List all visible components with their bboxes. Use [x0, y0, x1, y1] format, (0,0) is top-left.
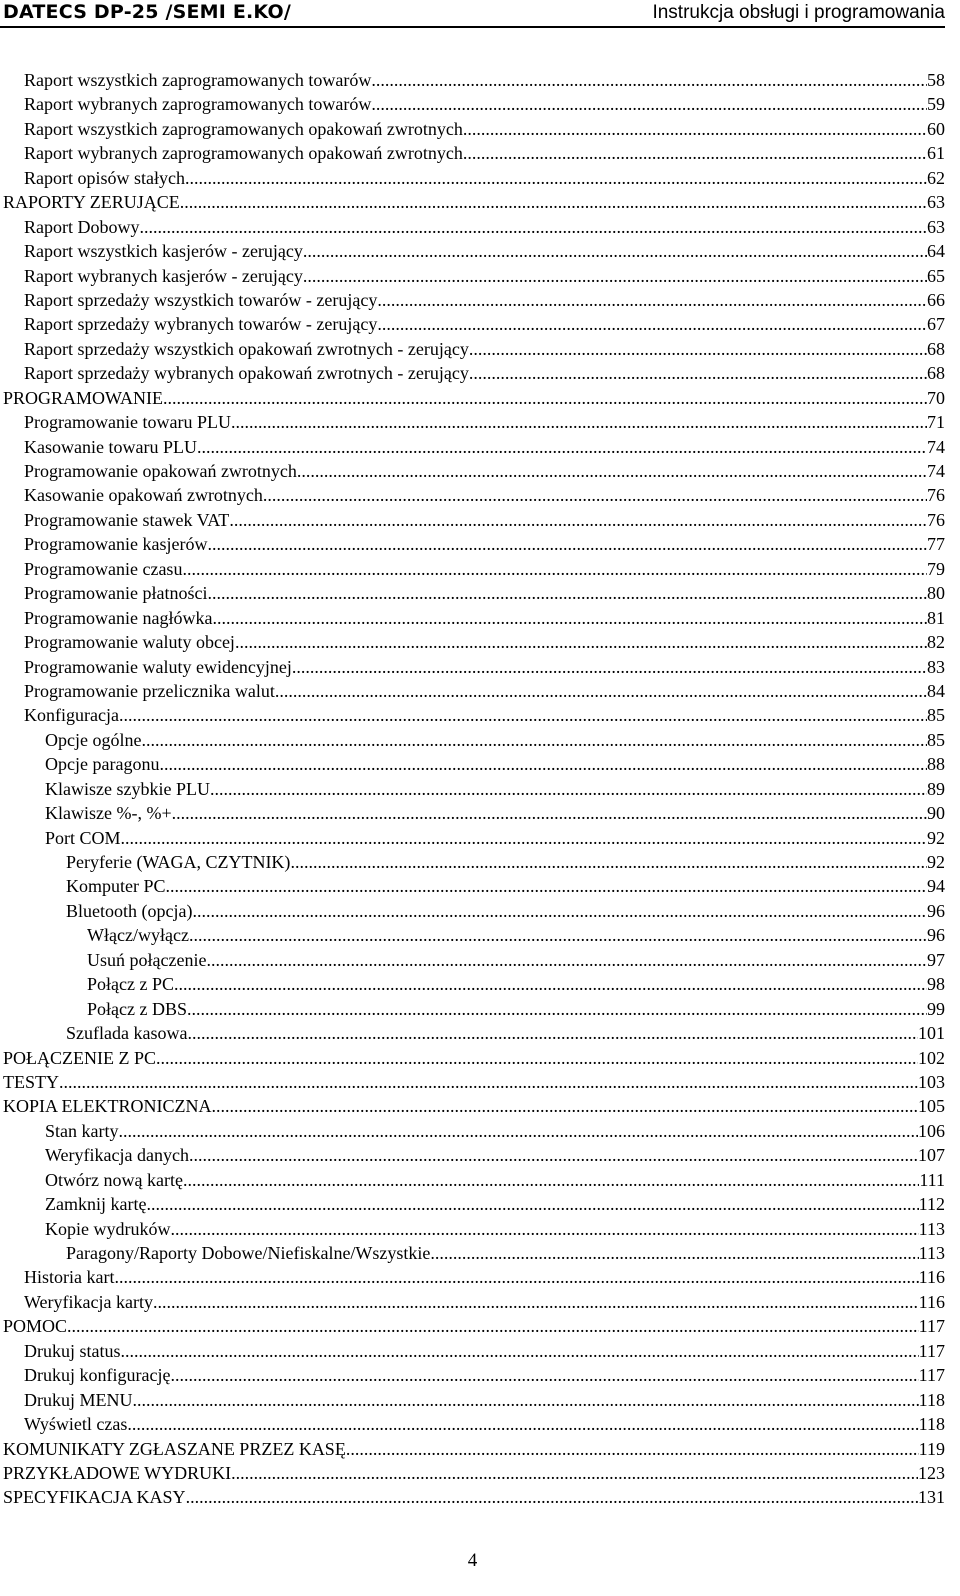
toc-entry[interactable] — [0, 483, 945, 507]
toc-entry-page: 65 — [927, 265, 945, 286]
toc-entry-title: Szuflada kasowa — [66, 1023, 188, 1044]
toc-entry[interactable] — [0, 1168, 945, 1192]
table-of-contents — [0, 68, 945, 1510]
toc-dot-leader — [156, 1046, 918, 1070]
toc-dot-leader — [185, 166, 927, 190]
toc-entry-title: Raport opisów stałych — [24, 167, 185, 188]
toc-entry[interactable] — [0, 117, 945, 141]
toc-entry[interactable] — [0, 1192, 945, 1216]
toc-entry[interactable] — [0, 850, 945, 874]
toc-dot-leader — [59, 1070, 918, 1094]
toc-entry-title: PROGRAMOWANIE — [3, 387, 164, 408]
toc-dot-leader — [187, 997, 927, 1021]
toc-dot-leader — [140, 215, 928, 239]
toc-entry-page: 85 — [927, 729, 945, 750]
toc-entry[interactable] — [0, 1437, 945, 1461]
toc-entry[interactable] — [0, 655, 945, 679]
toc-entry-title: Programowanie towaru PLU — [24, 412, 231, 433]
toc-entry[interactable] — [0, 1314, 945, 1338]
toc-dot-leader — [172, 801, 927, 825]
toc-entry[interactable] — [0, 899, 945, 923]
toc-entry[interactable] — [0, 923, 945, 947]
toc-entry[interactable] — [0, 459, 945, 483]
toc-entry-page: 116 — [918, 1291, 945, 1312]
toc-entry-title: Opcje paragonu — [45, 754, 160, 775]
toc-entry-page: 85 — [927, 705, 945, 726]
toc-dot-leader — [469, 361, 927, 385]
toc-entry-title: Wyświetl czas — [24, 1414, 128, 1435]
toc-dot-leader — [463, 117, 927, 141]
toc-dot-leader — [275, 679, 927, 703]
toc-entry-title: Komputer PC — [66, 876, 166, 897]
toc-entry-title: Weryfikacja karty — [24, 1291, 153, 1312]
toc-entry-page: 77 — [927, 534, 945, 555]
toc-entry-page: 63 — [927, 216, 945, 237]
toc-entry-page: 101 — [918, 1023, 945, 1044]
toc-entry[interactable] — [0, 337, 945, 361]
toc-entry-page: 117 — [918, 1316, 945, 1337]
toc-entry[interactable] — [0, 532, 945, 556]
toc-entry-page: 112 — [918, 1194, 945, 1215]
toc-dot-leader — [153, 1290, 919, 1314]
toc-dot-leader — [170, 1363, 918, 1387]
toc-dot-leader — [166, 874, 927, 898]
toc-dot-leader — [187, 1021, 918, 1045]
toc-entry-title: Raport Dobowy — [24, 216, 140, 237]
toc-entry-page: 60 — [927, 118, 945, 139]
toc-entry[interactable] — [0, 997, 945, 1021]
toc-entry[interactable] — [0, 1388, 945, 1412]
toc-entry-title: Stan karty — [45, 1120, 119, 1141]
toc-entry[interactable] — [0, 264, 945, 288]
toc-dot-leader — [469, 337, 927, 361]
toc-entry-title: Raport sprzedaży wszystkich opakowań zwrotnych - zerujący — [24, 338, 469, 359]
toc-entry-title: KOPIA ELEKTRONICZNA — [3, 1096, 212, 1117]
toc-entry-page: 84 — [927, 680, 945, 701]
toc-entry-page: 102 — [918, 1047, 945, 1068]
toc-entry-page: 68 — [927, 363, 945, 384]
toc-entry-page: 118 — [918, 1389, 945, 1410]
toc-entry-page: 76 — [927, 485, 945, 506]
toc-entry[interactable] — [0, 581, 945, 605]
toc-entry-page: 92 — [927, 827, 945, 848]
toc-entry-title: Peryferie (WAGA, CZYTNIK) — [66, 852, 291, 872]
toc-entry-title: Historia kart — [24, 1267, 115, 1288]
toc-entry-page: 117 — [918, 1365, 945, 1386]
toc-entry-page: 61 — [927, 143, 945, 164]
toc-entry[interactable] — [0, 1290, 945, 1314]
toc-entry-page: 74 — [927, 461, 945, 481]
toc-entry-page: 123 — [918, 1462, 945, 1483]
toc-entry-title: Raport wszystkich kasjerów - zerujący — [24, 241, 303, 262]
toc-dot-leader — [146, 1192, 918, 1216]
toc-dot-leader — [119, 1119, 919, 1143]
toc-entry-page: 106 — [918, 1120, 945, 1141]
toc-entry[interactable] — [0, 630, 945, 654]
toc-entry-title: Klawisze szybkie PLU — [45, 778, 210, 799]
toc-entry[interactable] — [0, 361, 945, 385]
toc-entry[interactable] — [0, 1241, 945, 1265]
toc-entry[interactable] — [0, 948, 945, 972]
toc-entry-page: 90 — [927, 803, 945, 824]
header-product-title: DATECS DP-25 /SEMI E.KO/ — [3, 1, 291, 23]
toc-entry-page: 68 — [927, 338, 945, 359]
toc-entry-title: Programowanie waluty ewidencyjnej — [24, 656, 292, 677]
toc-entry-title: Raport wybranych zaprogramowanych towarów — [24, 94, 372, 115]
toc-entry[interactable] — [0, 288, 945, 312]
toc-entry[interactable] — [0, 239, 945, 263]
header-document-title: Instrukcja obsługi i programowania — [652, 2, 945, 23]
toc-entry-page: 117 — [918, 1340, 945, 1361]
toc-dot-leader — [207, 581, 927, 605]
toc-entry-page: 70 — [927, 387, 945, 408]
toc-dot-leader — [170, 1217, 918, 1241]
toc-entry[interactable] — [0, 801, 945, 825]
toc-entry-title: Programowanie opakowań zwrotnych — [24, 461, 297, 481]
toc-entry-page: 74 — [927, 436, 945, 457]
toc-entry-page: 59 — [927, 94, 945, 115]
toc-entry-title: Weryfikacja danych — [45, 1145, 189, 1166]
toc-entry[interactable] — [0, 1143, 945, 1167]
toc-entry-title: Programowanie przelicznika walut — [24, 680, 275, 701]
toc-entry-title: Raport sprzedaży wybranych towarów - zerujący — [24, 314, 378, 335]
toc-entry[interactable] — [0, 1461, 945, 1485]
toc-entry-title: SPECYFIKACJA KASY — [3, 1487, 186, 1508]
toc-entry[interactable] — [0, 410, 945, 434]
toc-dot-leader — [186, 1485, 918, 1509]
toc-dot-leader — [183, 1168, 919, 1192]
toc-entry[interactable] — [0, 1363, 945, 1387]
toc-entry-page: 98 — [927, 974, 945, 995]
toc-entry-title: RAPORTY ZERUJĄCE — [3, 192, 180, 213]
toc-entry[interactable] — [0, 557, 945, 581]
toc-entry-page: 83 — [927, 656, 945, 677]
toc-entry-title: TESTY — [3, 1071, 59, 1092]
toc-entry-title: Programowanie stawek VAT — [24, 509, 230, 530]
toc-entry-title: Port COM — [45, 827, 121, 848]
toc-entry-page: 66 — [927, 289, 945, 310]
toc-entry[interactable] — [0, 606, 945, 630]
toc-entry-title: Konfiguracja — [24, 705, 119, 726]
toc-entry-title: Opcje ogólne — [45, 729, 142, 750]
toc-dot-leader — [133, 1388, 919, 1412]
toc-entry[interactable] — [0, 777, 945, 801]
toc-entry-title: Usuń połączenie — [87, 949, 207, 970]
toc-entry-page: 76 — [927, 509, 945, 530]
toc-dot-leader — [189, 1143, 918, 1167]
toc-entry-page: 105 — [918, 1096, 945, 1117]
toc-dot-leader — [377, 312, 927, 336]
toc-entry-page: 113 — [918, 1218, 945, 1239]
toc-dot-leader — [235, 630, 927, 654]
toc-entry-page: 96 — [927, 925, 945, 946]
toc-entry-page: 99 — [927, 998, 945, 1019]
toc-entry-page: 67 — [927, 314, 945, 335]
toc-entry-title: Otwórz nową kartę — [45, 1169, 183, 1190]
toc-entry[interactable] — [0, 92, 945, 116]
toc-dot-leader — [371, 68, 927, 92]
toc-entry-page: 94 — [927, 876, 945, 897]
toc-entry[interactable] — [0, 1094, 945, 1118]
toc-entry-page: 89 — [927, 778, 945, 799]
toc-dot-leader — [297, 459, 927, 483]
toc-entry[interactable] — [0, 826, 945, 850]
toc-entry[interactable] — [0, 1217, 945, 1241]
toc-entry-page: 97 — [927, 949, 945, 970]
toc-dot-leader — [212, 606, 927, 630]
toc-entry-title: Drukuj status — [24, 1340, 121, 1361]
toc-entry-page: 88 — [927, 754, 945, 775]
toc-dot-leader — [159, 752, 927, 776]
toc-entry-title: KOMUNIKATY ZGŁASZANE PRZEZ KASĘ — [3, 1438, 346, 1459]
toc-dot-leader — [229, 508, 927, 532]
toc-entry[interactable] — [0, 215, 945, 239]
toc-entry-title: Drukuj MENU — [24, 1389, 133, 1410]
toc-entry-title: Włącz/wyłącz — [87, 925, 189, 946]
toc-entry-title: Raport wybranych kasjerów - zerujący — [24, 265, 303, 286]
toc-dot-leader — [119, 703, 927, 727]
toc-dot-leader — [127, 1412, 918, 1436]
toc-entry-title: Paragony/Raporty Dobowe/Niefiskalne/Wszystkie — [66, 1243, 431, 1263]
toc-entry-page: 58 — [927, 70, 945, 90]
toc-entry[interactable] — [0, 435, 945, 459]
toc-dot-leader — [231, 1461, 918, 1485]
toc-dot-leader — [463, 141, 927, 165]
toc-entry-title: Programowanie nagłówka — [24, 607, 213, 628]
toc-entry-title: Raport wszystkich zaprogramowanych towarów — [24, 70, 372, 90]
toc-dot-leader — [212, 1094, 919, 1118]
toc-entry[interactable] — [0, 1046, 945, 1070]
toc-entry-title: Programowanie waluty obcej — [24, 632, 235, 653]
page-number: 4 — [467, 1550, 478, 1571]
toc-entry[interactable] — [0, 1119, 945, 1143]
toc-entry-title: Klawisze %-, %+ — [45, 803, 172, 824]
toc-entry[interactable] — [0, 1412, 945, 1436]
toc-entry[interactable] — [0, 972, 945, 996]
toc-entry[interactable] — [0, 508, 945, 532]
toc-entry-title: Kopie wydruków — [45, 1218, 171, 1239]
toc-entry-page: 116 — [918, 1267, 945, 1288]
toc-entry-title: Kasowanie towaru PLU — [24, 436, 197, 457]
toc-entry-title: Programowanie płatności — [24, 583, 208, 604]
toc-entry[interactable] — [0, 1070, 945, 1094]
toc-entry[interactable] — [0, 1485, 945, 1509]
toc-dot-leader — [206, 948, 927, 972]
toc-dot-leader — [67, 1314, 919, 1338]
toc-entry-page: 63 — [927, 192, 945, 213]
toc-dot-leader — [210, 777, 927, 801]
toc-entry-page: 62 — [927, 167, 945, 188]
toc-dot-leader — [231, 410, 927, 434]
toc-entry-title: Kasowanie opakowań zwrotnych — [24, 485, 263, 506]
toc-entry-page: 96 — [927, 900, 945, 921]
toc-entry[interactable] — [0, 312, 945, 336]
toc-dot-leader — [346, 1437, 919, 1461]
toc-entry-page: 103 — [918, 1071, 945, 1092]
toc-entry[interactable] — [0, 141, 945, 165]
toc-dot-leader — [303, 239, 927, 263]
toc-entry-title: Drukuj konfigurację — [24, 1365, 171, 1386]
toc-entry-title: Bluetooth (opcja) — [66, 900, 193, 921]
toc-entry[interactable] — [0, 166, 945, 190]
toc-dot-leader — [371, 92, 927, 116]
toc-dot-leader — [207, 532, 927, 556]
toc-dot-leader — [290, 850, 927, 874]
toc-entry-title: POŁĄCZENIE Z PC — [3, 1047, 156, 1068]
toc-dot-leader — [263, 483, 927, 507]
toc-entry-title: Raport wybranych zaprogramowanych opakowań zwrotnych — [24, 143, 463, 164]
toc-dot-leader — [163, 386, 927, 410]
toc-entry[interactable] — [0, 68, 945, 92]
toc-entry-title: Programowanie czasu — [24, 558, 183, 579]
toc-dot-leader — [182, 557, 927, 581]
toc-entry[interactable] — [0, 752, 945, 776]
toc-entry-page: 82 — [927, 632, 945, 653]
toc-dot-leader — [292, 655, 927, 679]
toc-dot-leader — [174, 972, 927, 996]
page-header — [0, 0, 945, 28]
toc-entry[interactable] — [0, 1021, 945, 1045]
toc-entry-page: 64 — [927, 241, 945, 262]
toc-dot-leader — [121, 826, 927, 850]
toc-dot-leader — [114, 1265, 918, 1289]
toc-entry-title: PRZYKŁADOWE WYDRUKI — [3, 1462, 232, 1483]
toc-entry[interactable] — [0, 190, 945, 214]
toc-entry-page: 81 — [927, 607, 945, 628]
toc-entry-page: 71 — [927, 412, 945, 433]
toc-dot-leader — [180, 190, 927, 214]
toc-entry[interactable] — [0, 1265, 945, 1289]
toc-dot-leader — [141, 728, 927, 752]
toc-entry-title: Programowanie kasjerów — [24, 534, 208, 555]
toc-entry-title: Połącz z PC — [87, 974, 174, 995]
toc-entry[interactable] — [0, 728, 945, 752]
toc-dot-leader — [430, 1241, 918, 1265]
toc-entry-title: Raport sprzedaży wybranych opakowań zwrotnych - zerujący — [24, 363, 469, 384]
toc-entry-title: Zamknij kartę — [45, 1194, 147, 1215]
toc-entry-page: 118 — [918, 1414, 945, 1435]
toc-entry-page: 79 — [927, 558, 945, 579]
toc-dot-leader — [192, 899, 927, 923]
toc-entry-page: 131 — [918, 1487, 945, 1508]
toc-entry[interactable] — [0, 874, 945, 898]
toc-entry-title: Raport sprzedaży wszystkich towarów - zerujący — [24, 289, 378, 310]
toc-entry[interactable] — [0, 679, 945, 703]
toc-entry[interactable] — [0, 1339, 945, 1363]
toc-dot-leader — [197, 435, 927, 459]
toc-entry-title: Raport wszystkich zaprogramowanych opakowań zwrotnych — [24, 118, 463, 139]
toc-entry-page: 92 — [927, 852, 945, 872]
toc-entry-page: 119 — [918, 1438, 945, 1459]
toc-entry-page: 80 — [927, 583, 945, 604]
toc-dot-leader — [377, 288, 927, 312]
toc-dot-leader — [121, 1339, 919, 1363]
toc-entry-page: 107 — [918, 1145, 945, 1166]
toc-entry-title: POMOC — [3, 1316, 68, 1337]
toc-dot-leader — [189, 923, 927, 947]
toc-entry[interactable] — [0, 386, 945, 410]
toc-dot-leader — [303, 264, 927, 288]
toc-entry-page: 113 — [918, 1243, 945, 1263]
toc-entry-page: 111 — [919, 1169, 945, 1190]
toc-entry[interactable] — [0, 703, 945, 727]
toc-entry-title: Połącz z DBS — [87, 998, 187, 1019]
